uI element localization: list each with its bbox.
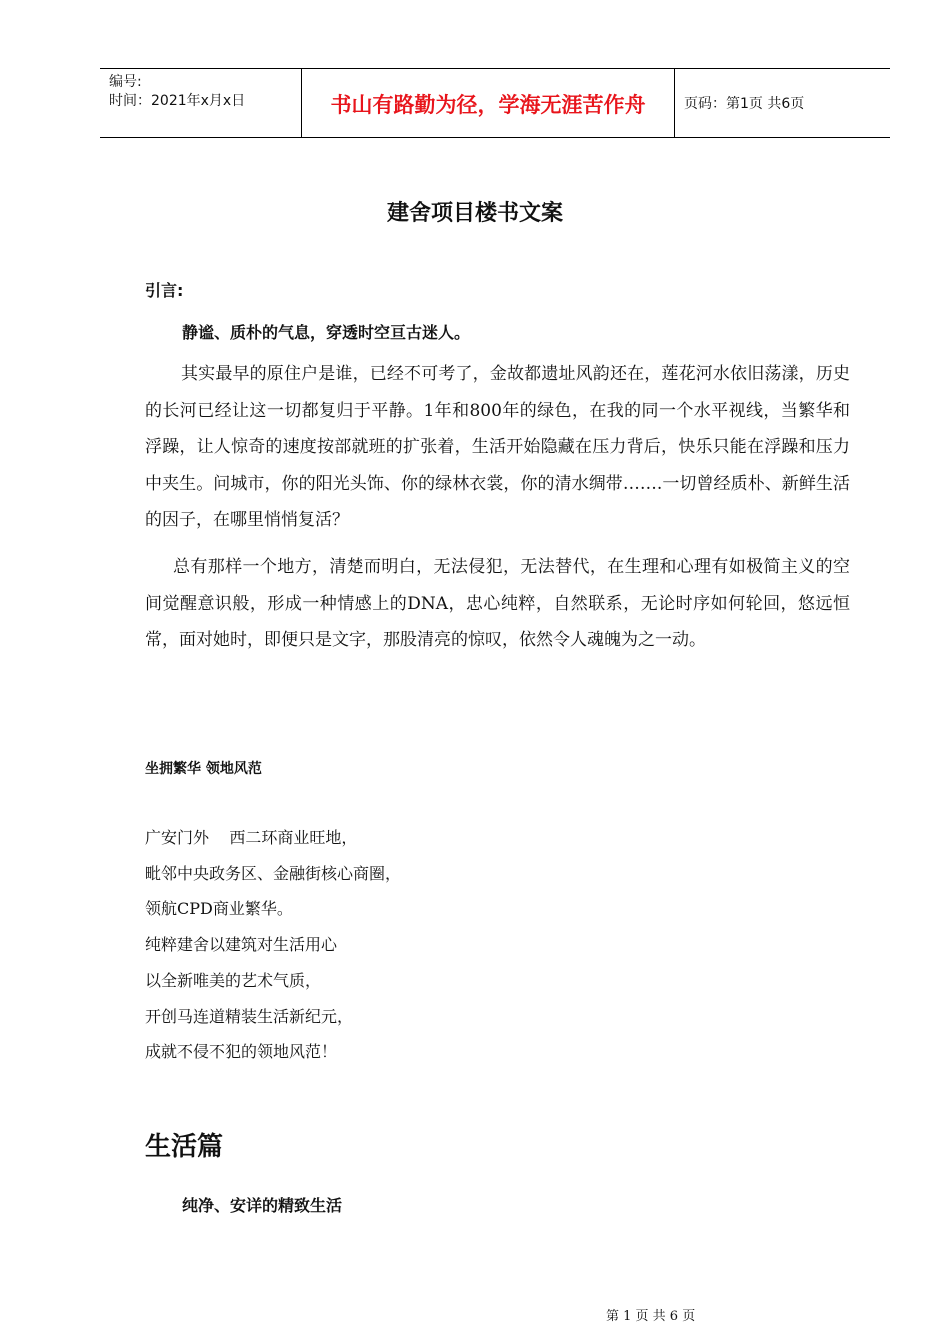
poem-line: 纯粹建舍以建筑对生活用心 (145, 935, 338, 955)
header-page-label: 页码：第1页 共6页 (684, 96, 805, 112)
intro-paragraph-1: 其实最早的原住户是谁，已经不可考了，金故都遗址风韵还在，莲花河水依旧荡漾，历史的长河已经让这一切都复归于平静。1年和800年的绿色，在我的同一个水平视线，当繁华和浮躁，让人惊奇的速度按部就班的扩张着，生活开始隐藏在压力背后，快乐只能在浮躁和压力中夹生。问城市，你的阳光头饰、你的绿林衣裳，你的清水绸带…….一切曾经质朴、新鲜生活的因子，在哪里悄悄复活？ (145, 364, 850, 530)
poem-line: 毗邻中央政务区、金融街核心商圈， (145, 863, 402, 883)
page-header (100, 68, 890, 138)
chapter-title: 生活篇 (145, 1132, 224, 1162)
intro-subtitle: 静谧、质朴的气息，穿透时空亘古迷人。 (182, 323, 471, 342)
number-label: 编号: (109, 74, 142, 90)
header-motto: 书山有路勤为径，学海无涯苦作舟 (301, 69, 675, 137)
intro-paragraph-2: 总有那样一个地方，清楚而明白，无法侵犯，无法替代，在生理和心理有如极简主义的空间觉醒意识般，形成一种情感上的DNA，忠心纯粹，自然联系，无论时序如何轮回，悠远恒常，面对她时，即便只是文字，那股清亮的惊叹，依然令人魂魄为之一动。 (145, 557, 850, 650)
header-meta (100, 69, 301, 137)
chapter-subtitle: 纯净、安详的精致生活 (182, 1196, 343, 1215)
document-title: 建舍项目楼书文案 (386, 201, 563, 226)
poem-line: 以全新唯美的艺术气质， (145, 970, 322, 990)
section-heading: 坐拥繁华 领地风范 (145, 761, 262, 777)
poem-list (145, 820, 401, 1070)
poem-line: 领航CPD商业繁华。 (145, 899, 293, 919)
intro-label: 引言: (145, 281, 184, 300)
poem-line: 成就不侵不犯的领地风范！ (145, 1042, 338, 1062)
time-label: 时间：2021年x月x日 (109, 93, 246, 109)
poem-line: 广安门外 西二环商业旺地， (145, 828, 358, 847)
poem-line: 开创马连道精装生活新纪元， (145, 1006, 354, 1026)
page-footer: 第 1 页 共 6 页 (606, 1309, 696, 1324)
